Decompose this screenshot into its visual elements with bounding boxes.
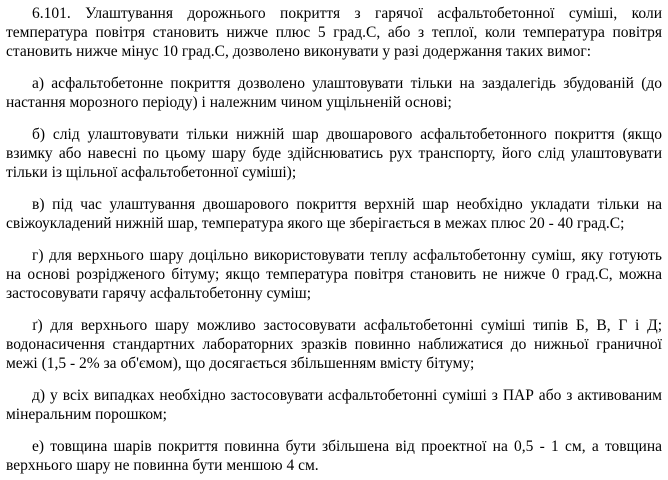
requirement-e-paragraph: е) товщина шарів покриття повинна бути збільшена від проектної на 0,5 - 1 см, а товщина верхнього шару не повинна бути меншою 4 см.: [6, 438, 662, 474]
requirement-g-paragraph: ґ) для верхнього шару можливо застосовувати асфальтобетонні суміші типів Б, В, Г і Д; водонасичення стандартних лабораторних зразків повинно наближатися до нижньої граничної межі (1,5 - 2% за об'ємом), що досягається збільшенням вмісту бітуму;: [6, 317, 662, 372]
requirement-a-paragraph: а) асфальтобетонне покриття дозволено улаштовувати тільки на заздалегідь збудованій (до настання морозного періоду) і належним чином ущільненій основі;: [6, 75, 662, 111]
clause-intro-paragraph: 6.101. Улаштування дорожнього покриття з гарячої асфальтобетонної суміші, коли температура повітря становить нижче плюс 5 град.С, або з теплої, коли температура повітря становить нижче мінус 10 град.С, дозволено виконувати у разі додержання таких вимог:: [6, 5, 662, 60]
requirement-h-paragraph: г) для верхнього шару доцільно використовувати теплу асфальтобетонну суміш, яку готують на основі розрідженого бітуму; якщо температура повітря становить не нижче 0 град.С, можна застосовувати гарячу асфальтобетонну суміш;: [6, 247, 662, 302]
requirement-b-paragraph: б) слід улаштовувати тільки нижній шар двошарового асфальтобетонного покриття (якщо взимку або навесні по цьому шару буде здійснюватись рух транспорту, його слід улаштовувати тільки із щільної асфальтобетонної суміші);: [6, 126, 662, 181]
requirement-d-paragraph: д) у всіх випадках необхідно застосовувати асфальтобетонні суміші з ПАР або з активованим мінеральним порошком;: [6, 387, 662, 423]
requirement-v-paragraph: в) під час улаштування двошарового покриття верхній шар необхідно укладати тільки на свіжоукладений нижній шар, температура якого ще зберігається в межах плюс 20 - 40 град.С;: [6, 196, 662, 232]
